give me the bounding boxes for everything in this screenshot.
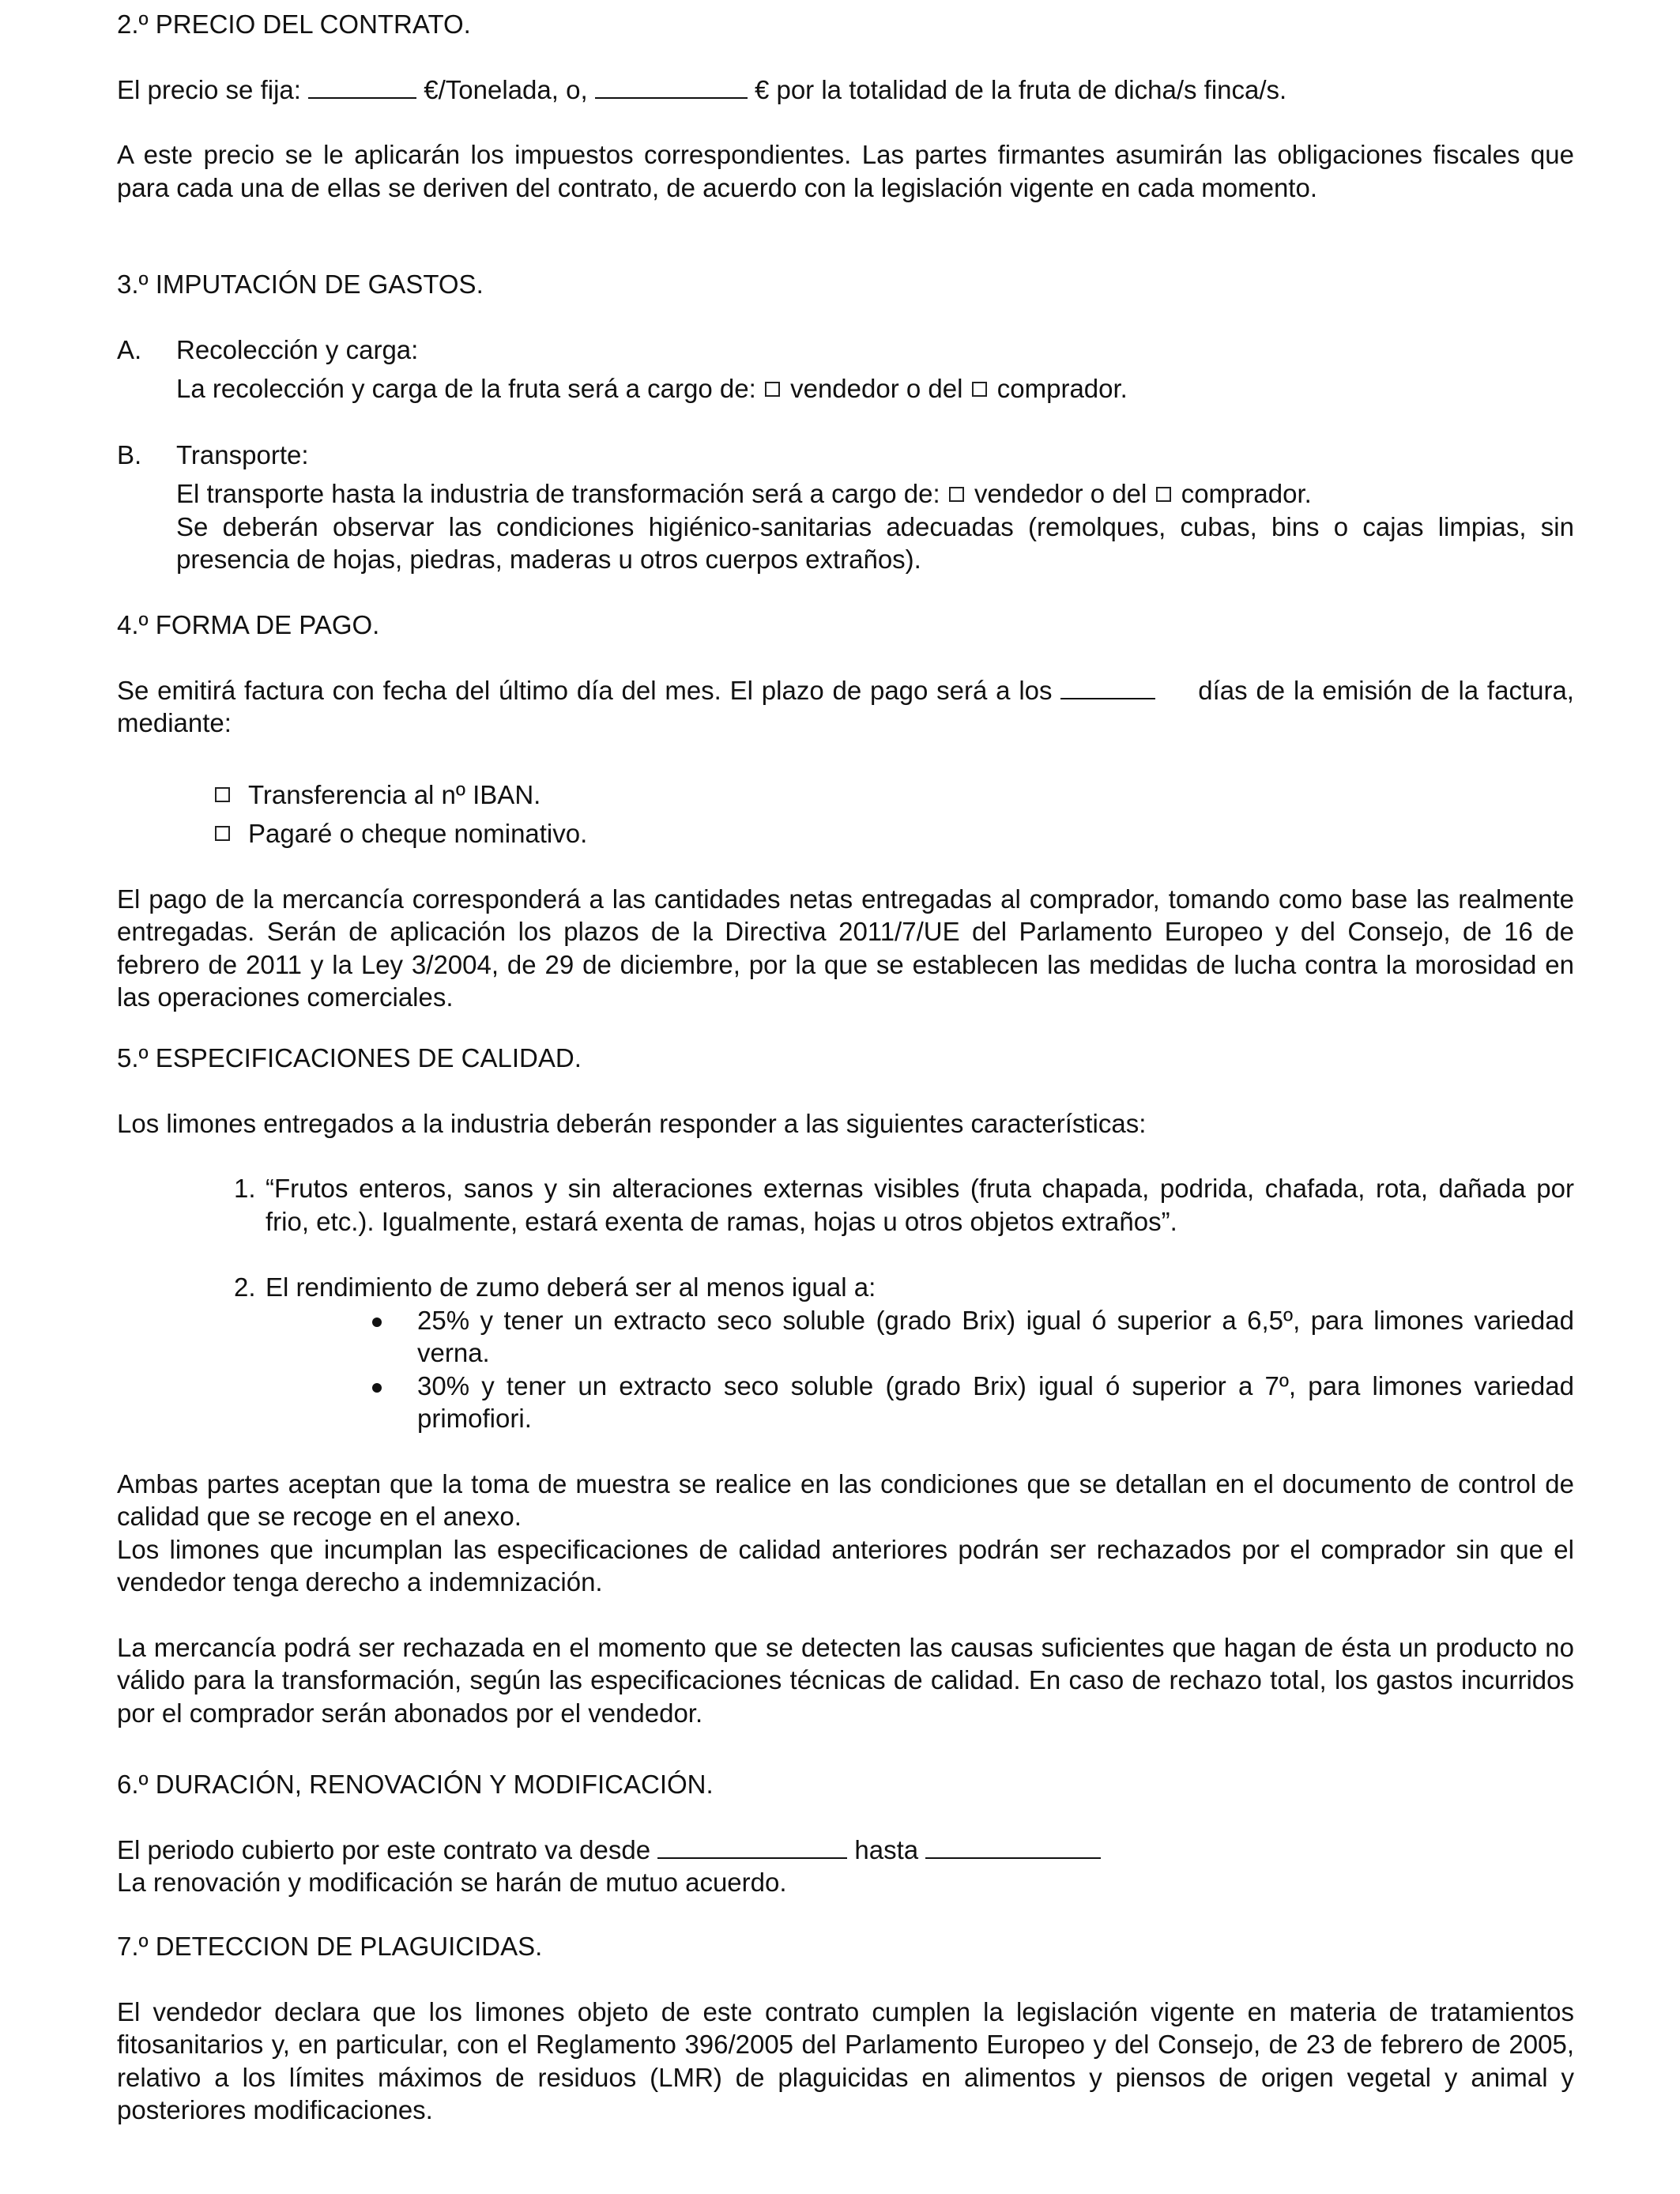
item-a-label: A. [117,334,142,364]
bullet-primofiori: 30% y tener un extracto seco soluble (grado Brix) igual ó superior a 7º, para limones variedad primofiori. [417,1370,1574,1433]
quality-item-1 [215,1172,1574,1238]
period-end-blank[interactable] [925,1834,1101,1859]
bullet-verna: 25% y tener un extracto seco soluble (grado Brix) igual ó superior a 6,5º, para limones variedad verna. [417,1305,1574,1367]
section-3 [117,268,1574,576]
item-a-title: Recolección y carga: [176,334,419,364]
period-start-blank[interactable] [657,1834,847,1859]
bullet-dot [365,1304,417,1370]
rejection-costs-paragraph: La mercancía podrá ser rechazada en el momento que se detecten las causas suficientes que hagan de ésta un producto no válido para la transformación, según las especificaciones técnicas de calidad. En caso de rechazo total, los gastos incurridos por el comprador serán abonados por el vendedor. [117,1632,1574,1728]
bullet-item [365,1304,1574,1370]
quality-item-2-text [266,1271,1574,1435]
harvest-seller-checkbox[interactable] [765,382,780,397]
item-b-label: B. [117,439,142,469]
item-a-text-3: comprador. [989,374,1128,403]
quality-intro: Los limones entregados a la industria deberán responder a las siguientes características: [117,1108,1147,1138]
section-6 [117,1768,1574,1899]
payment-days-blank[interactable] [1060,674,1155,699]
sampling-paragraph: Ambas partes aceptan que la toma de muestra se realice en las condiciones que se detallan en el documento de control de calidad que se recoge en el anexo. [117,1468,1574,1531]
rejection-paragraph: Los limones que incumplan las especificaciones de calidad anteriores podrán ser rechazados por el comprador sin que el vendedor tenga derecho a indemnización. [117,1534,1574,1596]
quality-item-2 [215,1271,1574,1435]
payment-terms-paragraph: El pago de la mercancía corresponderá a las cantidades netas entregadas al comprador, tomando como base las realmente entregadas. Serán de aplicación los plazos de la Directiva 2011/7/UE del Parlamento Europeo y del Consejo, de 16 de febrero de 2011 y la Ley 3/2004, de 29 de diciembre, por la que se establecen las medidas de lucha contra la morosidad en las operaciones comerciales. [117,884,1574,1012]
cheque-checkbox[interactable] [215,826,230,841]
price-text-c: € por la totalidad de la fruta de dicha/s finca/s. [747,74,1287,104]
price-text-a: El precio se fija: [117,74,309,104]
bullet-item [365,1370,1574,1435]
harvest-buyer-checkbox[interactable] [972,382,987,397]
payment-options [215,778,1574,850]
price-text-b: €/Tonelada, o, [416,74,595,104]
section-2-heading: 2.º PRECIO DEL CONTRATO. [117,9,471,39]
item-b-title: Transporte: [176,439,309,469]
renewal-line: La renovación y modificación se harán de mutuo acuerdo. [117,1868,787,1897]
item-b-hygiene-text: Se deberán observar las condiciones higiénico-sanitarias adecuadas (remolques, cubas, bins o cajas limpias, sin presencia de hojas, piedras, maderas u otros cuerpos extraños). [176,511,1574,574]
period-text-b: hasta [847,1834,926,1864]
taxes-paragraph: A este precio se le aplicarán los impuestos correspondientes. Las partes firmantes asumirán las obligaciones fiscales que para cada una de ellas se deriven del contrato, de acuerdo con la legislación vigente en cada momento. [117,140,1574,202]
juice-yield-bullets [365,1304,1574,1435]
quality-item-1-text: “Frutos enteros, sanos y sin alteraciones externas visibles (fruta chapada, podrida, chafada, rota, dañada por frio, etc.). Igualmente, estará exenta de ramas, hojas u otros objetos extraños”. [266,1174,1574,1236]
item-a-text-2: vendedor o del [782,374,970,403]
price-line [117,74,1574,107]
section-4 [117,609,1574,1014]
price-per-ton-blank[interactable] [308,74,416,99]
bullet-dot [365,1370,417,1435]
transfer-checkbox[interactable] [215,787,230,802]
item-a-text-1: La recolección y carga de la fruta será a cargo de: [176,374,763,403]
invoice-text-a: Se emitirá factura con fecha del último día del mes. El plazo de pago será a los [117,675,1061,705]
item-b-text-3: comprador. [1173,479,1312,508]
section-4-heading: 4.º FORMA DE PAGO. [117,610,380,639]
transport-seller-checkbox[interactable] [949,487,964,502]
cheque-label: Pagaré o cheque nominativo. [248,819,588,848]
item-a-body [176,334,1574,405]
item-a [117,334,1574,405]
price-total-blank[interactable] [595,74,748,99]
item-b-body [176,439,1574,576]
section-6-heading: 6.º DURACIÓN, RENOVACIÓN Y MODIFICACIÓN. [117,1770,714,1799]
section-2 [117,8,1574,204]
section-7 [117,1930,1574,2127]
invoice-text-b: días de la emisión de la factura, mediante: [117,675,1574,737]
item-b [117,439,1574,576]
section-5-heading: 5.º ESPECIFICACIONES DE CALIDAD. [117,1043,582,1072]
payment-option-cheque [215,817,1574,850]
quality-item-1-number: 1. [234,1174,256,1203]
transport-buyer-checkbox[interactable] [1156,487,1171,502]
item-a-text [176,372,1574,405]
quality-item-2-label: El rendimiento de zumo deberá ser al menos igual a: [266,1272,876,1302]
quality-list [215,1172,1574,1435]
period-line [117,1834,1574,1867]
quality-item-2-number: 2. [234,1272,256,1302]
section-7-heading: 7.º DETECCION DE PLAGUICIDAS. [117,1932,543,1961]
section-5 [117,1042,1574,1729]
item-b-text-2: vendedor o del [966,479,1155,508]
item-b-text-1: El transporte hasta la industria de transformación será a cargo de: [176,479,947,508]
payment-option-transfer [215,778,1574,812]
invoice-paragraph [117,674,1574,740]
transfer-label: Transferencia al nº IBAN. [248,779,541,809]
item-b-text [176,477,1574,511]
section-3-heading: 3.º IMPUTACIÓN DE GASTOS. [117,270,484,299]
pesticides-paragraph: El vendedor declara que los limones objeto de este contrato cumplen la legislación vigente en materia de tratamientos fitosanitarios y, en particular, con el Reglamento 396/2005 del Parlamento Europeo y del Consejo, de 23 de febrero de 2005, relativo a los límites máximos de residuos (LMR) de plaguicidas en alimentos y piensos de origen vegetal y animal y posteriores modificaciones. [117,1996,1574,2124]
period-text-a: El periodo cubierto por este contrato va desde [117,1834,658,1864]
